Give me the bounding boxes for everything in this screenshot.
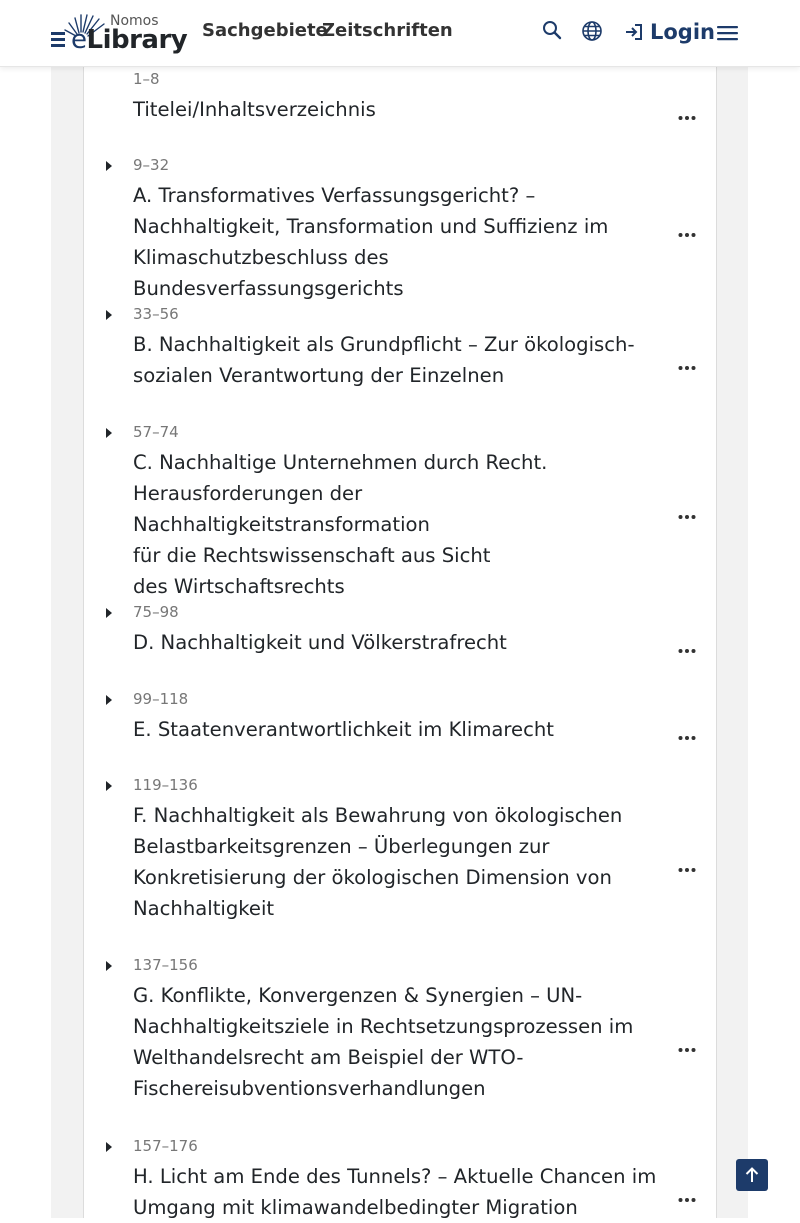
toc-entry-pages: 157–176	[133, 1137, 198, 1155]
expand-caret-icon[interactable]	[104, 158, 114, 177]
menu-icon[interactable]	[717, 24, 739, 46]
toc-entry-title-line: Nachhaltigkeit	[133, 897, 275, 920]
toc-entry-title[interactable]	[133, 1161, 663, 1223]
toc-entry-title[interactable]	[133, 714, 663, 745]
toc-entry-pages: 119–136	[133, 776, 198, 794]
login-icon	[624, 22, 644, 42]
expand-caret-icon[interactable]	[104, 605, 114, 624]
toc-entry-pages: 137–156	[133, 956, 198, 974]
nomos-elibrary-logo[interactable]	[51, 10, 188, 56]
expand-caret-icon[interactable]	[104, 1139, 114, 1158]
toc-entry-title[interactable]	[133, 447, 663, 602]
toc-entry-title-line: Nachhaltigkeit, Transformation und Suffizienz im	[133, 215, 609, 238]
more-options-icon[interactable]	[678, 505, 696, 524]
logo-e-text: e	[71, 25, 87, 55]
toc-entry-title-line: D. Nachhaltigkeit und Völkerstrafrecht	[133, 631, 507, 654]
toc-entry-title-line: Nachhaltigkeitsziele in Rechtsetzungsprozessen im	[133, 1015, 634, 1038]
toc-entry-title-line: sozialen Verantwortung der Einzelnen	[133, 364, 505, 387]
toc-entry-pages: 33–56	[133, 305, 179, 323]
nav-sachgebiete[interactable]: Sachgebiete	[202, 20, 328, 41]
toc-entry-title-line: für die Rechtswissenschaft aus Sicht	[133, 544, 491, 567]
toc-entry-title-line: G. Konflikte, Konvergenzen & Synergien – UN-	[133, 984, 583, 1007]
nav-zeitschriften[interactable]: Zeitschriften	[322, 20, 453, 41]
toc-entry-title-line: F. Nachhaltigkeit als Bewahrung von ökologischen	[133, 804, 623, 827]
toc-entry-title-line: A. Transformatives Verfassungsgericht? –	[133, 184, 536, 207]
logo-elibrary-text	[71, 25, 187, 55]
expand-caret-icon[interactable]	[104, 692, 114, 711]
toc-entry-title[interactable]	[133, 800, 663, 924]
toc-entry-title-line: Belastbarkeitsgrenzen – Überlegungen zur	[133, 835, 550, 858]
more-options-icon[interactable]	[678, 639, 696, 658]
toc-entry-title[interactable]	[133, 627, 663, 658]
logo-library-text: Library	[86, 25, 188, 55]
expand-caret-icon[interactable]	[104, 778, 114, 797]
toc-entry-title-line: Fischereisubventionsverhandlungen	[133, 1077, 486, 1100]
site-header	[0, 0, 800, 67]
toc-entry-title[interactable]	[133, 329, 663, 391]
toc-entry-pages: 75–98	[133, 603, 179, 621]
more-options-icon[interactable]	[678, 726, 696, 745]
more-options-icon[interactable]	[678, 356, 696, 375]
search-icon[interactable]	[542, 20, 562, 44]
toc-entry-pages: 1–8	[133, 70, 160, 88]
toc-entry-title[interactable]	[133, 94, 663, 125]
login-button[interactable]	[624, 20, 715, 44]
arrow-up-icon	[743, 1166, 761, 1184]
toc-entry-title[interactable]	[133, 180, 663, 304]
toc-entry-title-line: B. Nachhaltigkeit als Grundpflicht – Zur ökologisch-	[133, 333, 635, 356]
expand-caret-icon[interactable]	[104, 425, 114, 444]
toc-entry-title-line: Klimaschutzbeschluss des Bundesverfassungsgerichts	[133, 246, 404, 300]
toc-entry-title-line: Herausforderungen der Nachhaltigkeitstransformation	[133, 482, 430, 536]
more-options-icon[interactable]	[678, 858, 696, 877]
toc-entry-title-line: Umgang mit klimawandelbedingter Migration	[133, 1196, 578, 1219]
globe-icon[interactable]	[581, 20, 603, 46]
scroll-to-top-button[interactable]	[736, 1159, 768, 1191]
logo-nomos-text: Nomos	[110, 13, 159, 29]
table-of-contents	[83, 66, 717, 1218]
more-options-icon[interactable]	[678, 1038, 696, 1057]
more-options-icon[interactable]	[678, 106, 696, 125]
toc-entry-title-line: E. Staatenverantwortlichkeit im Klimarecht	[133, 718, 554, 741]
toc-entry-title[interactable]	[133, 980, 663, 1104]
expand-caret-icon[interactable]	[104, 958, 114, 977]
more-options-icon[interactable]	[678, 223, 696, 242]
toc-entry-pages: 57–74	[133, 423, 179, 441]
toc-entry-title-line: C. Nachhaltige Unternehmen durch Recht.	[133, 451, 548, 474]
expand-caret-icon[interactable]	[104, 307, 114, 326]
login-label: Login	[650, 20, 715, 44]
toc-entry-pages: 9–32	[133, 156, 170, 174]
toc-entry-title-line: Welthandelsrecht am Beispiel der WTO-	[133, 1046, 524, 1069]
toc-entry-pages: 99–118	[133, 690, 189, 708]
more-options-icon[interactable]	[678, 1188, 696, 1207]
toc-entry-title-line: H. Licht am Ende des Tunnels? – Aktuelle Chancen im	[133, 1165, 657, 1188]
toc-entry-title-line: des Wirtschaftsrechts	[133, 575, 345, 598]
toc-entry-title-line: Titelei/Inhaltsverzeichnis	[133, 98, 376, 121]
toc-entry-title-line: Konkretisierung der ökologischen Dimension von	[133, 866, 612, 889]
